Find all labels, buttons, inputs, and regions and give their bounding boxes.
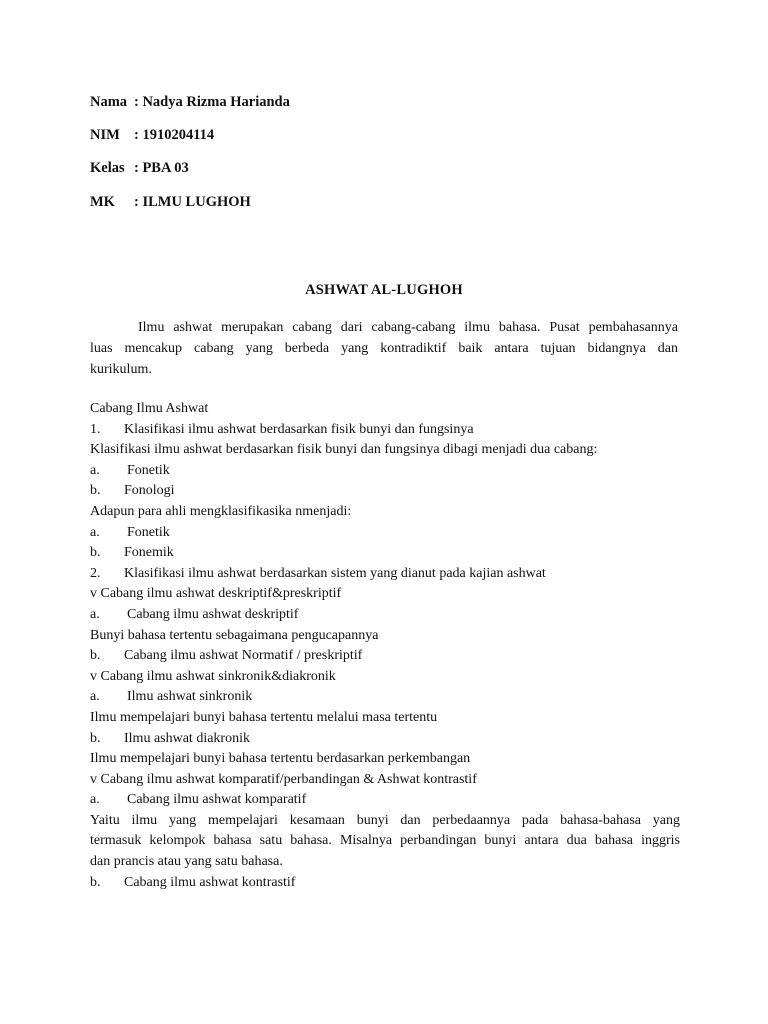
bullet-line: v Cabang ilmu ashwat sinkronik&diakronik [90, 668, 336, 684]
body-line: Ilmu mempelajari bunyi bahasa tertentu berdasarkan perkembangan [90, 751, 471, 767]
identity-mk [90, 194, 251, 211]
body-line: Ilmu mempelajari bunyi bahasa tertentu melalui masa tertentu [90, 709, 438, 725]
list-marker: b. [90, 545, 101, 561]
bullet-line: v Cabang ilmu ashwat komparatif/perbandingan & Ashwat kontrastif [90, 771, 477, 787]
identity-nim-value: : 1910204114 [134, 127, 215, 143]
list-marker: b. [90, 648, 101, 664]
identity-mk-value: : ILMU LUGHOH [134, 194, 251, 210]
bullet-line: v Cabang ilmu ashwat deskriptif&preskriptif [90, 586, 342, 602]
list-marker: b. [90, 730, 101, 746]
identity-kelas-value: : PBA 03 [134, 160, 189, 176]
list-item [90, 687, 680, 708]
intro-paragraph [90, 317, 678, 380]
identity-nama-label: Nama [90, 94, 128, 110]
list-item-text: Ilmu ashwat sinkronik [127, 689, 253, 705]
body-content [90, 399, 680, 893]
list-marker: a. [90, 689, 100, 705]
identity-nim [90, 127, 214, 144]
identity-nim-label: NIM [90, 127, 120, 143]
list-item [90, 461, 680, 482]
section-heading: Cabang Ilmu Ashwat [90, 401, 209, 416]
list-item [90, 543, 680, 564]
list-item-text: Ilmu ashwat diakronik [124, 730, 250, 746]
list-item [90, 481, 680, 502]
list-marker: a. [90, 462, 100, 478]
intro-line: luas mencakup cabang yang berbeda yang kontradiktif baik antara tujuan bidangnya dan [90, 341, 678, 356]
body-line: Klasifikasi ilmu ashwat berdasarkan fisik bunyi dan fungsinya dibagi menjadi dua cabang: [90, 442, 598, 458]
list-item [90, 605, 680, 626]
document-title: ASHWAT AL-LUGHOH [305, 282, 463, 298]
list-item-text: Cabang ilmu ashwat deskriptif [127, 606, 299, 622]
list-item-text: Cabang ilmu ashwat komparatif [127, 792, 307, 808]
intro-line: Ilmu ashwat merupakan cabang dari cabang-cabang ilmu bahasa. Pusat pembahasannya [138, 320, 678, 335]
body-line [90, 811, 680, 832]
list-marker: 1. [90, 421, 101, 437]
body-line: dan prancis atau yang satu bahasa. [90, 854, 283, 870]
justified-line: Yaitu ilmu yang mempelajari kesamaan bunyi dan perbedaannya pada bahasa-bahasa yang [90, 812, 680, 828]
list-marker: a. [90, 606, 100, 622]
identity-mk-label: MK [90, 194, 115, 210]
list-item-text: Cabang ilmu ashwat kontrastif [124, 874, 296, 890]
identity-kelas-label: Kelas [90, 160, 125, 176]
list-item [90, 729, 680, 750]
list-item-text: Klasifikasi ilmu ashwat berdasarkan fisik bunyi dan fungsinya [124, 421, 474, 437]
list-item [90, 523, 680, 544]
list-item-text: Fonetik [127, 462, 170, 478]
list-item [90, 646, 680, 667]
list-item-text: Fonemik [124, 545, 174, 561]
body-line: Bunyi bahasa tertentu sebagaimana pengucapannya [90, 627, 379, 643]
list-item [90, 873, 680, 894]
identity-kelas [90, 160, 189, 177]
intro-line: kurikulum. [90, 362, 152, 377]
list-item [90, 564, 680, 585]
identity-nama [90, 94, 290, 111]
justified-line: termasuk kelompok bahasa satu bahasa. Misalnya perbandingan bunyi antara dua bahasa inggris [90, 833, 680, 849]
list-item-text: Cabang ilmu ashwat Normatif / preskriptif [124, 648, 363, 664]
list-item-text: Fonologi [124, 483, 175, 499]
list-marker: b. [90, 483, 101, 499]
identity-nama-value: : Nadya Rizma Harianda [134, 94, 290, 110]
list-item-text: Fonetik [127, 524, 170, 540]
list-marker: 2. [90, 565, 101, 581]
list-item-text: Klasifikasi ilmu ashwat berdasarkan sistem yang dianut pada kajian ashwat [124, 565, 546, 581]
body-line [90, 831, 680, 852]
list-marker: a. [90, 524, 100, 540]
list-item [90, 790, 680, 811]
list-marker: a. [90, 792, 100, 808]
body-line: Adapun para ahli mengklasifikasika nmenjadi: [90, 503, 352, 519]
list-marker: b. [90, 874, 101, 890]
list-item [90, 420, 680, 441]
